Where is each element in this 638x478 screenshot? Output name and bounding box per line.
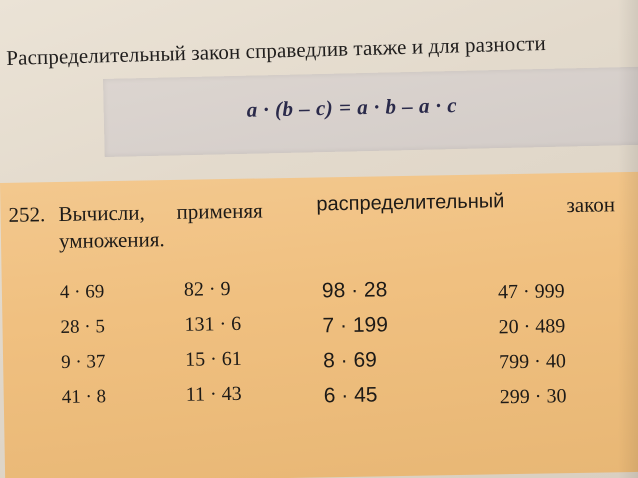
problem-column-4 [498,274,567,415]
formula-box [103,67,638,157]
task-word: распределительный [316,190,505,216]
task-word: применяя [176,198,263,224]
problem-item: 6 · 45 [323,383,378,408]
problem-item: 20 · 489 [498,315,566,339]
task-instruction-line2: умножения. [58,227,165,253]
problem-item: 11 · 43 [185,382,242,406]
problem-item: 799 · 40 [499,350,567,374]
problem-column-3 [322,272,390,413]
problem-item: 82 · 9 [183,277,231,301]
problem-item: 28 · 5 [60,316,106,338]
problem-item: 131 · 6 [184,312,242,336]
problem-item: 47 · 999 [497,280,565,304]
task-number: 252. [8,202,46,227]
problem-item: 98 · 28 [321,278,388,303]
problem-column-2 [184,272,243,413]
formula: a · (b – c) = a · b – a · c [246,92,458,122]
problem-item: 7 · 199 [322,313,389,338]
page-shadow [618,0,638,478]
problem-item: 9 · 37 [60,351,106,373]
exercise-area [0,172,638,478]
task-header [8,190,638,253]
task-word: Вычисли, [58,200,145,226]
intro-text: Распределительный закон справедлив также и для разности [6,30,547,70]
task-word: закон [566,192,616,218]
problem-item: 41 · 8 [61,386,107,408]
problem-column-1 [60,274,107,415]
problem-item: 15 · 61 [184,347,242,371]
problem-item: 299 · 30 [499,385,567,409]
problem-item: 8 · 69 [322,348,378,373]
problem-item: 4 · 69 [59,281,105,303]
